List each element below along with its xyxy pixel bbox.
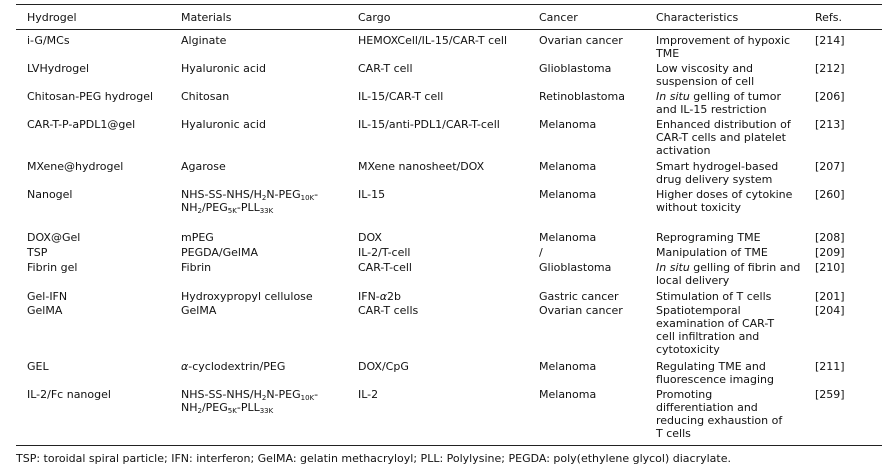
cell-cancer: Ovarian cancer <box>539 304 623 317</box>
cell-cargo: DOX/CpG <box>358 360 409 373</box>
header-materials: Materials <box>181 11 232 24</box>
cell-cancer: Melanoma <box>539 118 597 131</box>
cell-refs: [211] <box>815 360 845 373</box>
cell-characteristics <box>656 90 801 116</box>
cell-hydrogel: Gel-IFN <box>27 290 68 303</box>
cell-cargo: HEMOXCell/IL-15/CAR-T cell <box>358 34 508 47</box>
cell-characteristics <box>656 261 801 287</box>
cell-cancer: Retinoblastoma <box>539 90 625 103</box>
header-rule <box>16 29 882 30</box>
table-footnote: TSP: toroidal spiral particle; IFN: interferon; GelMA: gelatin methacryloyl; PLL: Polylysine; PEGDA: poly(ethylene glycol) diacrylate. <box>16 452 731 465</box>
cell-materials: Agarose <box>181 160 226 173</box>
cell-cargo: IL-2/T-cell <box>358 246 411 259</box>
cell-characteristics: Manipulation of TME <box>656 246 768 259</box>
cell-refs: [260] <box>815 188 845 201</box>
cell-cargo: IL-15 <box>358 188 386 201</box>
cell-materials: Hyaluronic acid <box>181 62 266 75</box>
header-refs: Refs. <box>815 11 843 24</box>
cell-cancer: Gastric cancer <box>539 290 619 303</box>
cell-cargo: IL-2 <box>358 388 379 401</box>
cell-cancer: Melanoma <box>539 388 597 401</box>
cell-cancer: Melanoma <box>539 160 597 173</box>
cell-cancer: Glioblastoma <box>539 261 612 274</box>
cell-materials: mPEG <box>181 231 214 244</box>
cell-materials: NHS-$SS-NHS/H_2N-PEG_{10K}-$ $NH_2/PEG_{5K}-PLL_{33K}$ <box>181 188 319 215</box>
cell-hydrogel: IL-2/Fc nanogel <box>27 388 111 401</box>
cell-cancer: Melanoma <box>539 360 597 373</box>
cell-characteristics: Reprograming TME <box>656 231 761 244</box>
cell-characteristics: Smart hydrogel-based drug delivery system <box>656 160 779 186</box>
in-situ-emphasis: In situ <box>656 90 690 103</box>
cell-cancer: Ovarian cancer <box>539 34 623 47</box>
cell-hydrogel: GelMA <box>27 304 63 317</box>
cell-characteristics: Enhanced distribution of CAR-T cells and platelet activation <box>656 118 791 157</box>
cell-cargo: IL-15/CAR-T cell <box>358 90 444 103</box>
cell-characteristics: Low viscosity and suspension of cell <box>656 62 755 88</box>
cell-characteristics: Spatiotemporal examination of CAR-T cell infiltration and cytotoxicity <box>656 304 775 356</box>
cell-materials: Alginate <box>181 34 227 47</box>
cell-characteristics: Improvement of hypoxic TME <box>656 34 791 60</box>
in-situ-emphasis: In situ <box>656 261 690 274</box>
bottom-rule <box>16 445 882 446</box>
cell-refs: [206] <box>815 90 845 103</box>
cell-cancer: Glioblastoma <box>539 62 612 75</box>
cell-refs: [208] <box>815 231 845 244</box>
cell-hydrogel: Fibrin gel <box>27 261 78 274</box>
cell-materials: Fibrin <box>181 261 212 274</box>
cell-materials: Chitosan <box>181 90 230 103</box>
cell-refs: [201] <box>815 290 845 303</box>
cell-materials: Hyaluronic acid <box>181 118 266 131</box>
cell-refs: [209] <box>815 246 845 259</box>
cell-cargo: CAR-T-cell <box>358 261 412 274</box>
cell-cargo: MXene nanosheet/DOX <box>358 160 485 173</box>
cell-characteristics: Higher doses of cytokine without toxicity <box>656 188 793 214</box>
cell-materials: GelMA <box>181 304 217 317</box>
characteristics-text: gelling of tumor and IL-15 restriction <box>656 90 782 116</box>
header-cancer: Cancer <box>539 11 578 24</box>
cell-cancer: / <box>539 246 543 259</box>
cell-hydrogel: MXene@hydrogel <box>27 160 124 173</box>
cell-characteristics: Promoting differentiation and reducing exhaustion of T cells <box>656 388 783 440</box>
cell-hydrogel: Nanogel <box>27 188 73 201</box>
cell-characteristics: Regulating TME and fluorescence imaging <box>656 360 775 386</box>
cell-refs: [210] <box>815 261 845 274</box>
cell-hydrogel: Chitosan-PEG hydrogel <box>27 90 154 103</box>
cell-hydrogel: TSP <box>27 246 48 259</box>
header-cargo: Cargo <box>358 11 391 24</box>
characteristics-text: gelling of fibrin and local delivery <box>656 261 801 287</box>
cell-cargo: IL-15/anti-PDL1/CAR-T-cell <box>358 118 500 131</box>
cell-materials: α-cyclodextrin/PEG <box>181 360 286 373</box>
cell-cargo: CAR-T cell <box>358 62 413 75</box>
top-rule <box>16 4 882 5</box>
cell-hydrogel: GEL <box>27 360 49 373</box>
cell-refs: [214] <box>815 34 845 47</box>
cell-hydrogel: CAR-T-P-aPDL1@gel <box>27 118 136 131</box>
cell-characteristics: Stimulation of T cells <box>656 290 772 303</box>
cell-cargo: IFN-α2b <box>358 290 402 303</box>
cell-refs: [213] <box>815 118 845 131</box>
cell-hydrogel: LVHydrogel <box>27 62 90 75</box>
cell-cargo: CAR-T cells <box>358 304 419 317</box>
cell-materials: NHS-$SS-NHS/H_2N-PEG_{10K}-$ $NH_2/PEG_{5K}-PLL_{33K}$ <box>181 388 319 415</box>
cell-cancer: Melanoma <box>539 188 597 201</box>
cell-refs: [207] <box>815 160 845 173</box>
cell-hydrogel: DOX@Gel <box>27 231 81 244</box>
header-characteristics: Characteristics <box>656 11 739 24</box>
cell-refs: [212] <box>815 62 845 75</box>
cell-refs: [204] <box>815 304 845 317</box>
cell-cancer: Melanoma <box>539 231 597 244</box>
cell-materials: Hydroxypropyl cellulose <box>181 290 313 303</box>
cell-hydrogel: i-G/MCs <box>27 34 70 47</box>
cell-refs: [259] <box>815 388 845 401</box>
cell-cargo: DOX <box>358 231 382 244</box>
cell-materials: PEGDA/GelMA <box>181 246 258 259</box>
header-hydrogel: Hydrogel <box>27 11 77 24</box>
